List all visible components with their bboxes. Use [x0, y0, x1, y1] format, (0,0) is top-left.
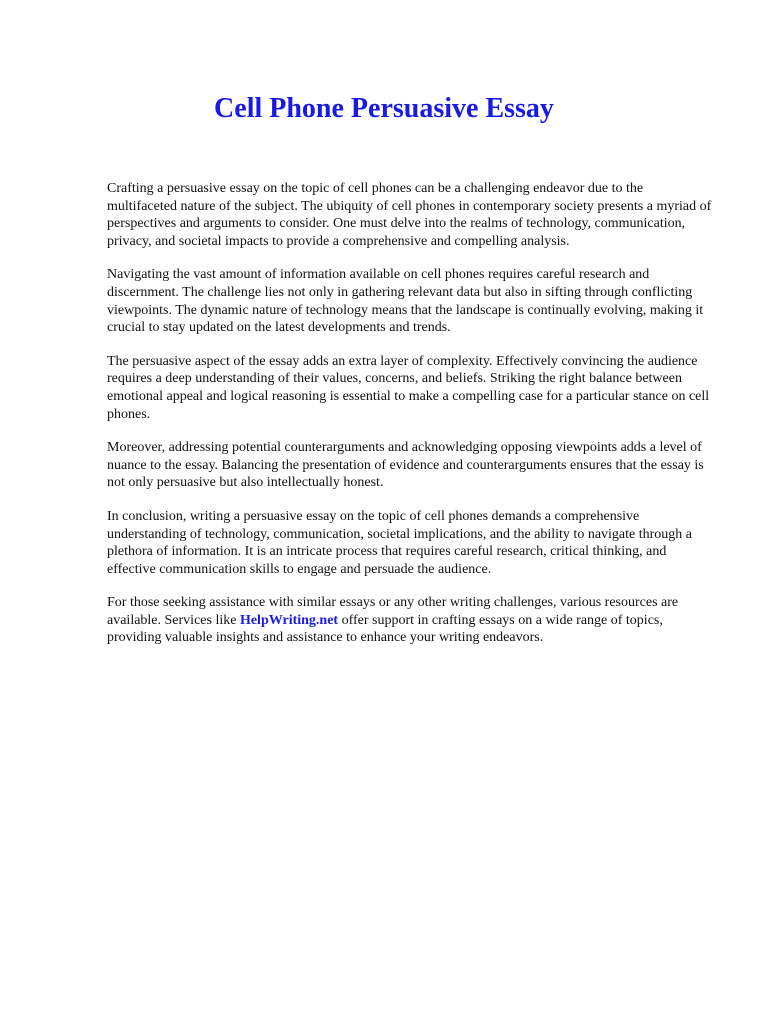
paragraph-4: Moreover, addressing potential counterarguments and acknowledging opposing viewpoints adds a level of nuance to the essay. Balancing the presentation of evidence and counterarguments ensures that the essay is not only persuasive but also intellectually honest.	[107, 440, 704, 491]
essay-body	[107, 180, 715, 663]
helpwriting-link[interactable]: HelpWriting.net	[239, 612, 339, 628]
paragraph-6-before-link: For those seeking assistance with similar essays or any other writing challenges, various resources are available. Services like	[107, 595, 679, 628]
paragraph-2: Navigating the vast amount of information available on cell phones requires careful research and discernment. The challenge lies not only in gathering relevant data but also in sifting through conflicting viewpoints. The dynamic nature of technology means that the landscape is continually evolving, making it crucial to stay updated on the latest developments and trends.	[107, 267, 704, 336]
paragraph-6	[107, 594, 715, 647]
paragraph-5: In conclusion, writing a persuasive essay on the topic of cell phones demands a comprehensive understanding of technology, communication, societal implications, and the ability to navigate through a plethora of information. It is an intricate process that requires careful research, critical thinking, and effective communication skills to engage and persuade the audience.	[107, 508, 693, 577]
page-title: Cell Phone Persuasive Essay	[214, 93, 554, 124]
paragraph-3: The persuasive aspect of the essay adds an extra layer of complexity. Effectively convincing the audience requires a deep understanding of their values, concerns, and beliefs. Striking the right balance between emotional appeal and logical reasoning is essential to make a compelling case for a particular stance on cell phones.	[107, 353, 710, 422]
paragraph-6-after-link: offer support in crafting essays on a wide range of topics, providing valuable insights and assistance to enhance your writing endeavors.	[107, 612, 663, 646]
paragraph-1: Crafting a persuasive essay on the topic of cell phones can be a challenging endeavor due to the multifaceted nature of the subject. The ubiquity of cell phones in contemporary society presents a myriad of perspectives and arguments to consider. One must delve into the realms of technology, communication, privacy, and societal impacts to provide a comprehensive and compelling analysis.	[107, 181, 712, 249]
